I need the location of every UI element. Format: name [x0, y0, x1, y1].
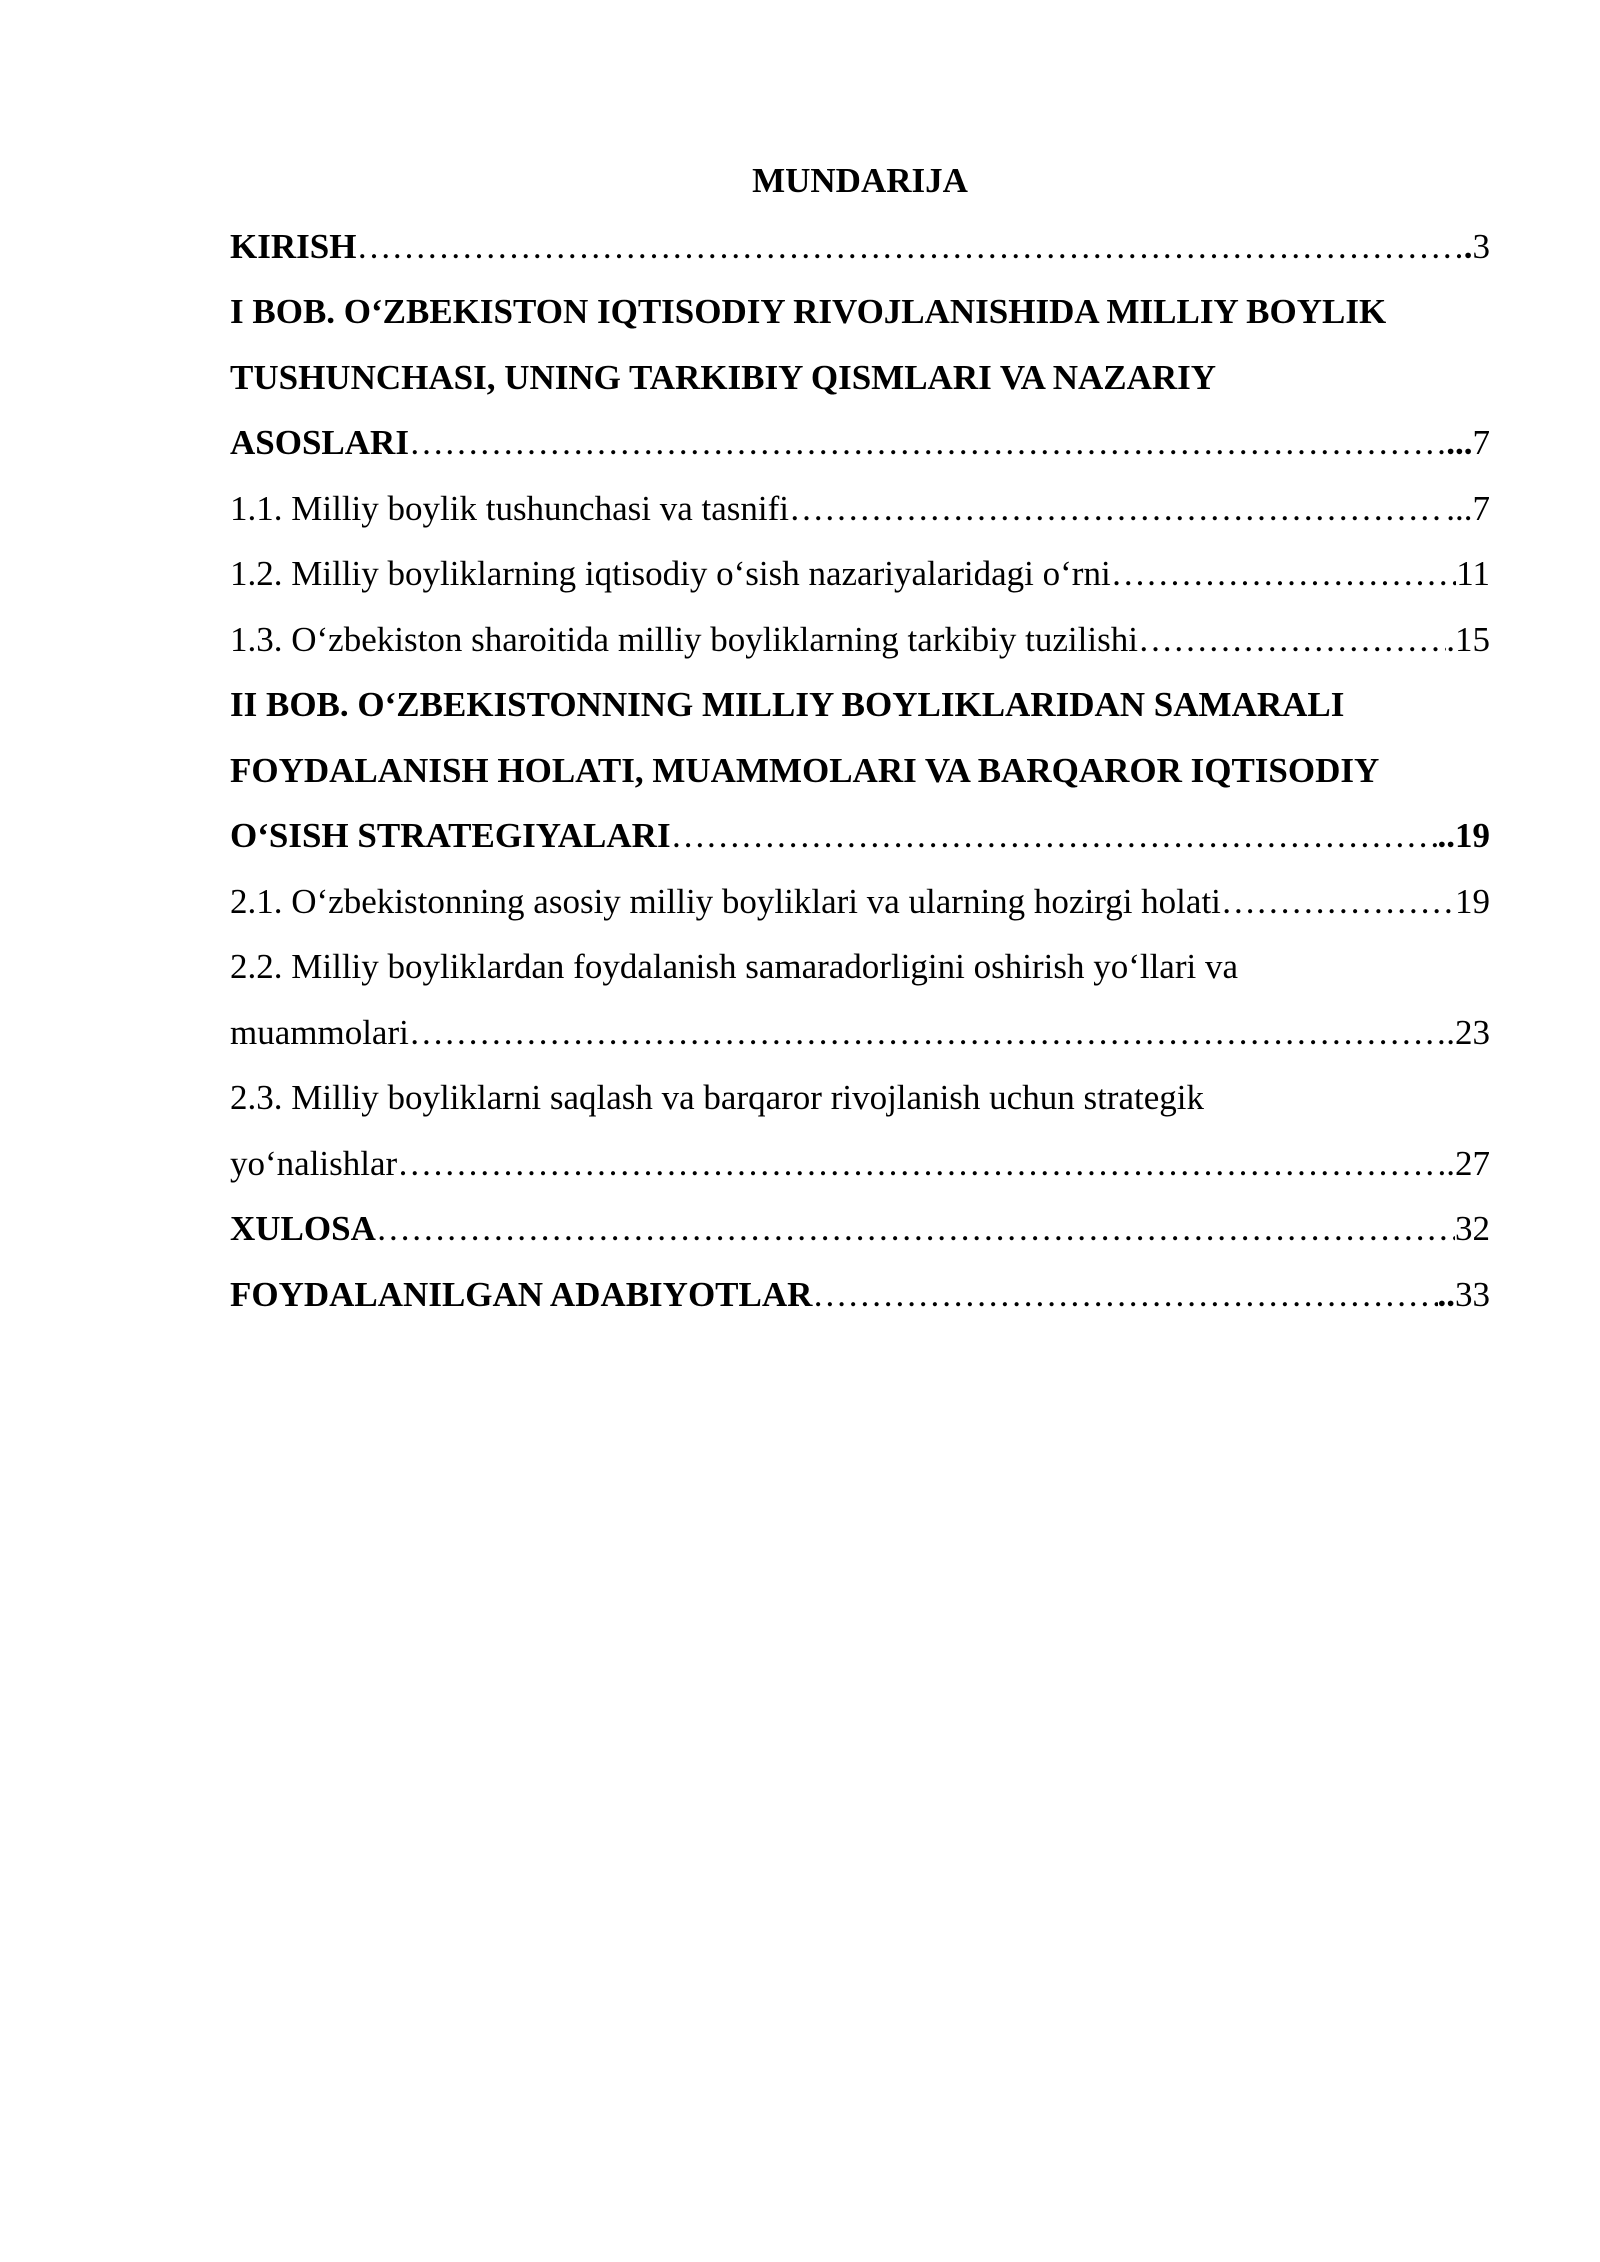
toc-entry-text: 1.1. Milliy boylik tushunchasi va tasnifi — [230, 488, 789, 528]
toc-entry — [230, 541, 1490, 607]
toc-entry-line — [230, 803, 1490, 869]
toc-entry-text: TUSHUNCHASI, UNING TARKIBIY QISMLARI VA NAZARIY — [230, 357, 1217, 397]
toc-entry-text: 1.3. O‘zbekiston sharoitida milliy boyliklarning tarkibiy tuzilishi — [230, 619, 1138, 659]
toc-page-number: 15 — [1455, 619, 1490, 659]
toc-page-number: 23 — [1455, 1012, 1490, 1052]
toc-page-number: 27 — [1455, 1143, 1490, 1183]
toc-entry-text: FOYDALANISH HOLATI, MUAMMOLARI VA BARQAROR IQTISODIY — [230, 750, 1380, 790]
dot-leader-tail: ... — [1446, 423, 1473, 462]
toc-entry — [230, 279, 1490, 476]
toc-entry-text: KIRISH — [230, 226, 357, 266]
toc-page-number: 3 — [1472, 226, 1490, 266]
toc-entry-line — [230, 607, 1490, 673]
dot-leader — [671, 803, 1438, 869]
dot-leader — [1111, 541, 1457, 607]
dot-leader — [409, 1000, 1446, 1066]
dot-leader-tail: .. — [1437, 816, 1455, 855]
toc-entry-text: 2.2. Milliy boyliklardan foydalanish samaradorligini oshirish yo‘llari va — [230, 947, 1239, 986]
dot-leader — [397, 1131, 1437, 1197]
dot-leader-tail: . — [1463, 226, 1473, 266]
toc-entry-text: XULOSA — [230, 1209, 376, 1248]
dot-leader-tail: .. — [1437, 1143, 1455, 1183]
table-of-contents — [230, 148, 1490, 1327]
toc-entry-line — [230, 214, 1490, 280]
toc-entries — [230, 214, 1490, 1328]
toc-entry — [230, 672, 1490, 869]
dot-leader-tail: . — [1446, 619, 1455, 659]
dot-leader-tail: . — [1446, 1012, 1455, 1052]
toc-entry — [230, 214, 1490, 280]
toc-page-number: 33 — [1455, 1274, 1490, 1314]
toc-entry-text: muammolari — [230, 1012, 409, 1052]
dot-leader-tail: .. — [1437, 1274, 1455, 1314]
toc-entry-text: yo‘nalishlar — [230, 1143, 398, 1183]
dot-leader — [1221, 869, 1455, 935]
dot-leader — [1138, 607, 1446, 673]
toc-entry-line — [230, 1000, 1490, 1066]
toc-entry-line — [230, 1131, 1490, 1197]
toc-entry — [230, 1262, 1490, 1328]
toc-entry — [230, 1065, 1490, 1196]
toc-page-number: 19 — [1455, 816, 1490, 855]
dot-leader — [356, 214, 1463, 280]
toc-entry — [230, 607, 1490, 673]
dot-leader — [376, 1196, 1455, 1262]
dot-leader — [812, 1262, 1437, 1328]
toc-entry-line — [230, 869, 1490, 935]
toc-entry — [230, 1196, 1490, 1262]
toc-entry-text: FOYDALANILGAN ADABIYOTLAR — [230, 1274, 813, 1314]
toc-entry-line — [230, 1196, 1490, 1262]
toc-entry — [230, 476, 1490, 542]
toc-entry-text: I BOB. O‘ZBEKISTON IQTISODIY RIVOJLANISHIDA MILLIY BOYLIK — [230, 292, 1387, 331]
toc-entry-text: II BOB. O‘ZBEKISTONNING MILLIY BOYLIKLARIDAN SAMARALI — [230, 685, 1345, 724]
toc-entry-line — [230, 1262, 1490, 1328]
toc-entry-line — [230, 410, 1490, 476]
toc-page-number: 11 — [1456, 554, 1490, 593]
toc-entry-text: 1.2. Milliy boyliklarning iqtisodiy o‘sish nazariyalaridagi o‘rni — [230, 554, 1111, 593]
toc-title: MUNDARIJA — [752, 161, 968, 200]
toc-entry-text: 2.3. Milliy boyliklarni saqlash va barqaror rivojlanish uchun strategik — [230, 1078, 1204, 1117]
toc-entry-line — [230, 541, 1490, 607]
toc-entry-text: ASOSLARI — [230, 423, 409, 462]
toc-entry-text: 2.1. O‘zbekistonning asosiy milliy boyliklari va ularning hozirgi holati — [230, 881, 1221, 921]
dot-leader-tail: ... — [1446, 488, 1473, 528]
toc-page-number: 32 — [1455, 1209, 1490, 1248]
dot-leader — [409, 410, 1446, 476]
toc-entry-line — [230, 476, 1490, 542]
toc-entry-text: O‘SISH STRATEGIYALARI — [230, 816, 671, 855]
toc-page-number: 19 — [1455, 881, 1490, 921]
toc-page-number: 7 — [1472, 423, 1490, 462]
toc-entry — [230, 869, 1490, 935]
toc-page-number: 7 — [1472, 488, 1490, 528]
dot-leader — [789, 476, 1446, 542]
toc-entry — [230, 934, 1490, 1065]
